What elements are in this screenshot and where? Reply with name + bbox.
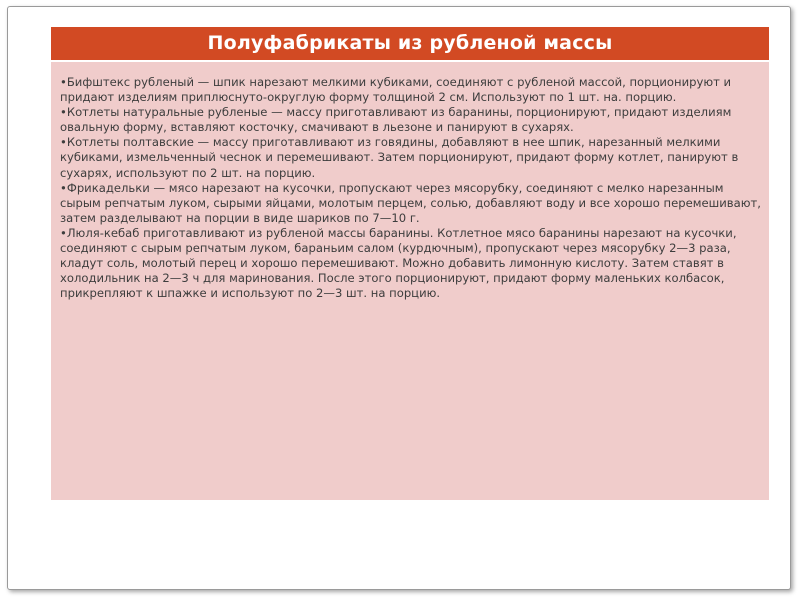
bullet-icon: • (60, 135, 67, 150)
bullet-text: Фрикадельки — мясо нарезают на кусочки, пропускают через мясорубку, соединяют с мелко нарезанным сырым репчатым луком, сырыми яйцами, молотым перцем, солью, добавляют воду и все хорошо перемешивают, затем разделывают на порции в виде шариков по 7—10 г. (60, 180, 761, 225)
slide-content (51, 60, 769, 500)
bullet-item-bifshteks (60, 75, 761, 105)
bullet-text: Бифштекс рубленый — шпик нарезают мелкими кубиками, соединяют с рубленой массой, порционируют и придают изделиям приплюснуто-округлую форму толщиной 2 см. Используют по 1 шт. на. порцию. (60, 75, 732, 105)
bullet-item-frikadelki (60, 181, 761, 226)
bullet-item-lyulya-kebab (60, 226, 761, 301)
bullet-icon: • (60, 180, 67, 195)
bullet-icon: • (60, 105, 67, 120)
bullet-icon: • (60, 75, 67, 89)
slide-title: Полуфабрикаты из рубленой массы (51, 27, 769, 60)
bullet-text: Котлеты полтавские — массу приготавливают из говядины, добавляют в нее шпик, нарезанный мелкими кубиками, измельченный чеснок и перемешивают. Затем порционируют, придают форму котлет, панируют в сухарях, используют по 2 шт. на порцию. (60, 135, 739, 180)
bullet-icon: • (60, 225, 67, 240)
bullet-list (60, 75, 761, 301)
bullet-text: Люля-кебаб приготавливают из рубленой массы баранины. Котлетное мясо баранины нарезают на кусочки, соединяют с сырым репчатым луком, бараньим салом (курдючным), пропускают через мясорубку 2—3 раза, кладут соль, молотый перец и хорошо перемешивают. Можно добавить лимонную кислоту. Затем ставят в холодильник на 2—3 ч для маринования. После этого порционируют, придают форму маленьких колбасок, прикрепляют к шпажке и используют по 2—3 шт. на порцию. (60, 225, 737, 301)
bullet-item-kotlety-naturalnye (60, 105, 761, 135)
bullet-text: Котлеты натуральные рубленые — массу приготавливают из баранины, порционируют, придают изделиям овальную форму, вставляют косточку, смачивают в льезоне и панируют в сухарях. (60, 105, 732, 135)
bullet-item-kotlety-poltavskie (60, 135, 761, 180)
